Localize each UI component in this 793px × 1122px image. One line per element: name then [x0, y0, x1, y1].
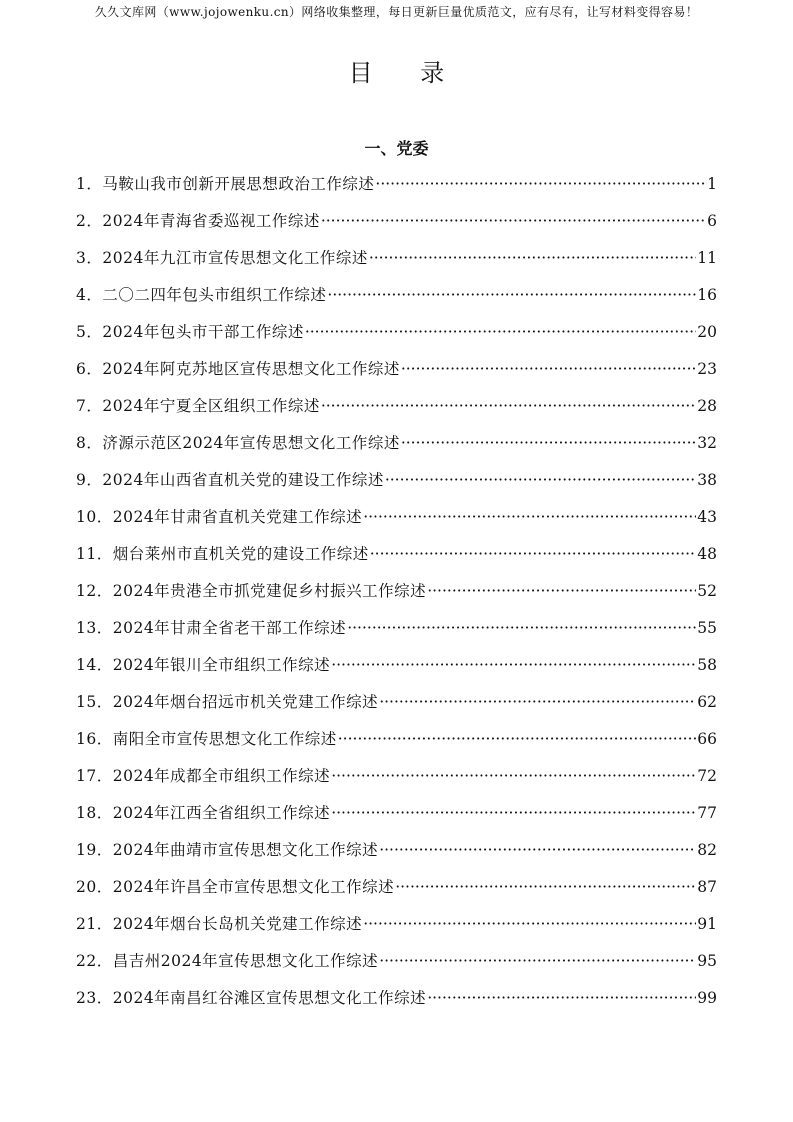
toc-entry-page-number: 6	[707, 212, 717, 230]
toc-dot-leader	[379, 841, 696, 859]
toc-entry-title: 2024年甘肃省直机关党建工作综述	[112, 508, 363, 526]
toc-entry-number: 17．	[76, 767, 113, 785]
toc-entry-number: 11．	[76, 545, 113, 563]
toc-entry-page-number: 43	[697, 508, 717, 526]
toc-entry[interactable]	[76, 431, 717, 468]
toc-entry[interactable]	[76, 357, 717, 394]
toc-entry[interactable]	[76, 875, 717, 912]
toc-entry[interactable]	[76, 616, 717, 653]
toc-entry-title: 二〇二四年包头市组织工作综述	[102, 286, 327, 304]
toc-entry-page-number: 87	[697, 878, 717, 896]
toc-dot-leader	[363, 508, 696, 526]
toc-entry-page-number: 1	[707, 175, 717, 193]
document-title: 目 录	[348, 59, 465, 87]
toc-entry[interactable]	[76, 394, 717, 431]
toc-entry[interactable]	[76, 801, 717, 838]
toc-entry[interactable]	[76, 246, 717, 283]
toc-dot-leader	[347, 619, 696, 637]
toc-entry-title: 2024年许昌全市宣传思想文化工作综述	[112, 878, 395, 896]
toc-dot-leader	[401, 360, 696, 378]
toc-entry-page-number: 52	[697, 582, 717, 600]
toc-entry[interactable]	[76, 320, 717, 357]
toc-dot-leader	[395, 878, 696, 896]
toc-entry-page-number: 58	[697, 656, 717, 674]
toc-entry-title: 2024年宁夏全区组织工作综述	[102, 397, 320, 415]
toc-entry[interactable]	[76, 579, 717, 616]
toc-entry-title: 马鞍山我市创新开展思想政治工作综述	[102, 175, 375, 193]
toc-dot-leader	[375, 175, 706, 193]
toc-dot-leader	[385, 471, 696, 489]
toc-entry-number: 8．	[76, 434, 103, 452]
toc-entry-number: 3．	[76, 249, 103, 267]
toc-entry-page-number: 23	[697, 360, 717, 378]
toc-entry-number: 6．	[76, 360, 103, 378]
section-heading: 一、党委	[364, 139, 429, 158]
toc-entry-number: 14．	[76, 656, 113, 674]
toc-entry[interactable]	[76, 912, 717, 949]
toc-entry[interactable]	[76, 505, 717, 542]
toc-entry-title: 2024年成都全市组织工作综述	[112, 767, 331, 785]
toc-entry[interactable]	[76, 838, 717, 875]
toc-entry-number: 4．	[76, 286, 103, 304]
toc-entry-page-number: 99	[697, 989, 717, 1007]
toc-entry-page-number: 20	[697, 323, 717, 341]
toc-dot-leader	[427, 989, 696, 1007]
toc-entry-number: 16．	[76, 730, 113, 748]
toc-entry-number: 5．	[76, 323, 103, 341]
toc-dot-leader	[321, 212, 706, 230]
toc-dot-leader	[327, 286, 696, 304]
toc-entry-number: 18．	[76, 804, 113, 822]
toc-entry-page-number: 55	[697, 619, 717, 637]
toc-entry[interactable]	[76, 172, 717, 209]
toc-dot-leader	[305, 323, 696, 341]
toc-entry-page-number: 91	[697, 915, 717, 933]
toc-entry-number: 10．	[76, 508, 113, 526]
toc-entry-title: 2024年青海省委巡视工作综述	[102, 212, 320, 230]
toc-entry[interactable]	[76, 653, 717, 690]
toc-entry-page-number: 32	[697, 434, 717, 452]
toc-dot-leader	[331, 656, 696, 674]
toc-entry[interactable]	[76, 209, 717, 246]
toc-entry-page-number: 48	[697, 545, 717, 563]
toc-entry-number: 15．	[76, 693, 113, 711]
toc-entry-number: 2．	[76, 212, 103, 230]
toc-entry-page-number: 82	[697, 841, 717, 859]
toc-entry-page-number: 28	[697, 397, 717, 415]
toc-dot-leader	[331, 804, 696, 822]
toc-entry-title: 2024年阿克苏地区宣传思想文化工作综述	[102, 360, 400, 378]
toc-entry-page-number: 72	[697, 767, 717, 785]
toc-entry[interactable]	[76, 986, 717, 1023]
toc-entry-number: 9．	[76, 471, 103, 489]
toc-dot-leader	[370, 545, 697, 563]
toc-entry-title: 2024年烟台招远市机关党建工作综述	[112, 693, 379, 711]
toc-entry-number: 20．	[76, 878, 113, 896]
toc-entry[interactable]	[76, 949, 717, 986]
toc-entry[interactable]	[76, 727, 717, 764]
toc-entry-page-number: 77	[697, 804, 717, 822]
toc-entry-title: 2024年山西省直机关党的建设工作综述	[102, 471, 384, 489]
toc-entry-page-number: 11	[697, 249, 717, 267]
toc-dot-leader	[379, 952, 696, 970]
toc-entry-number: 13．	[76, 619, 113, 637]
toc-entry[interactable]	[76, 542, 717, 579]
toc-entry-title: 2024年包头市干部工作综述	[102, 323, 304, 341]
toc-entry-page-number: 16	[697, 286, 717, 304]
toc-entry-title: 2024年贵港全市抓党建促乡村振兴工作综述	[112, 582, 427, 600]
toc-entry-title: 2024年烟台长岛机关党建工作综述	[112, 915, 363, 933]
toc-entry[interactable]	[76, 283, 717, 320]
toc-entry-title: 南阳全市宣传思想文化工作综述	[112, 730, 337, 748]
toc-entry-title: 2024年银川全市组织工作综述	[112, 656, 331, 674]
toc-entry-page-number: 95	[697, 952, 717, 970]
toc-entry-title: 烟台莱州市直机关党的建设工作综述	[112, 545, 369, 563]
toc-entry-number: 12．	[76, 582, 113, 600]
toc-entry-page-number: 66	[697, 730, 717, 748]
toc-entry-title: 2024年甘肃全省老干部工作综述	[112, 619, 347, 637]
toc-dot-leader	[401, 434, 696, 452]
toc-entry-title: 2024年曲靖市宣传思想文化工作综述	[112, 841, 379, 859]
toc-entry[interactable]	[76, 690, 717, 727]
table-of-contents	[76, 172, 717, 1023]
toc-entry-number: 1．	[76, 175, 103, 193]
toc-entry-title: 2024年南昌红谷滩区宣传思想文化工作综述	[112, 989, 427, 1007]
toc-entry-page-number: 38	[697, 471, 717, 489]
toc-entry-title: 济源示范区2024年宣传思想文化工作综述	[102, 434, 400, 452]
toc-entry-number: 19．	[76, 841, 113, 859]
toc-entry-number: 23．	[76, 989, 113, 1007]
toc-entry[interactable]	[76, 468, 717, 505]
toc-dot-leader	[363, 915, 696, 933]
toc-dot-leader	[369, 249, 696, 267]
toc-entry-title: 2024年九江市宣传思想文化工作综述	[102, 249, 368, 267]
toc-dot-leader	[331, 767, 696, 785]
toc-dot-leader	[321, 397, 696, 415]
toc-entry-page-number: 62	[697, 693, 717, 711]
toc-dot-leader	[427, 582, 696, 600]
toc-entry-number: 22．	[76, 952, 113, 970]
toc-entry-number: 21．	[76, 915, 113, 933]
toc-dot-leader	[338, 730, 697, 748]
toc-dot-leader	[379, 693, 696, 711]
page-header: 久久文库网（www.jojowenku.cn）网络收集整理，每日更新巨量优质范文，应有尽有，让写材料变得容易！	[94, 5, 699, 19]
toc-entry[interactable]	[76, 764, 717, 801]
toc-entry-number: 7．	[76, 397, 103, 415]
toc-entry-title: 昌吉州2024年宣传思想文化工作综述	[112, 952, 379, 970]
toc-entry-title: 2024年江西全省组织工作综述	[112, 804, 331, 822]
